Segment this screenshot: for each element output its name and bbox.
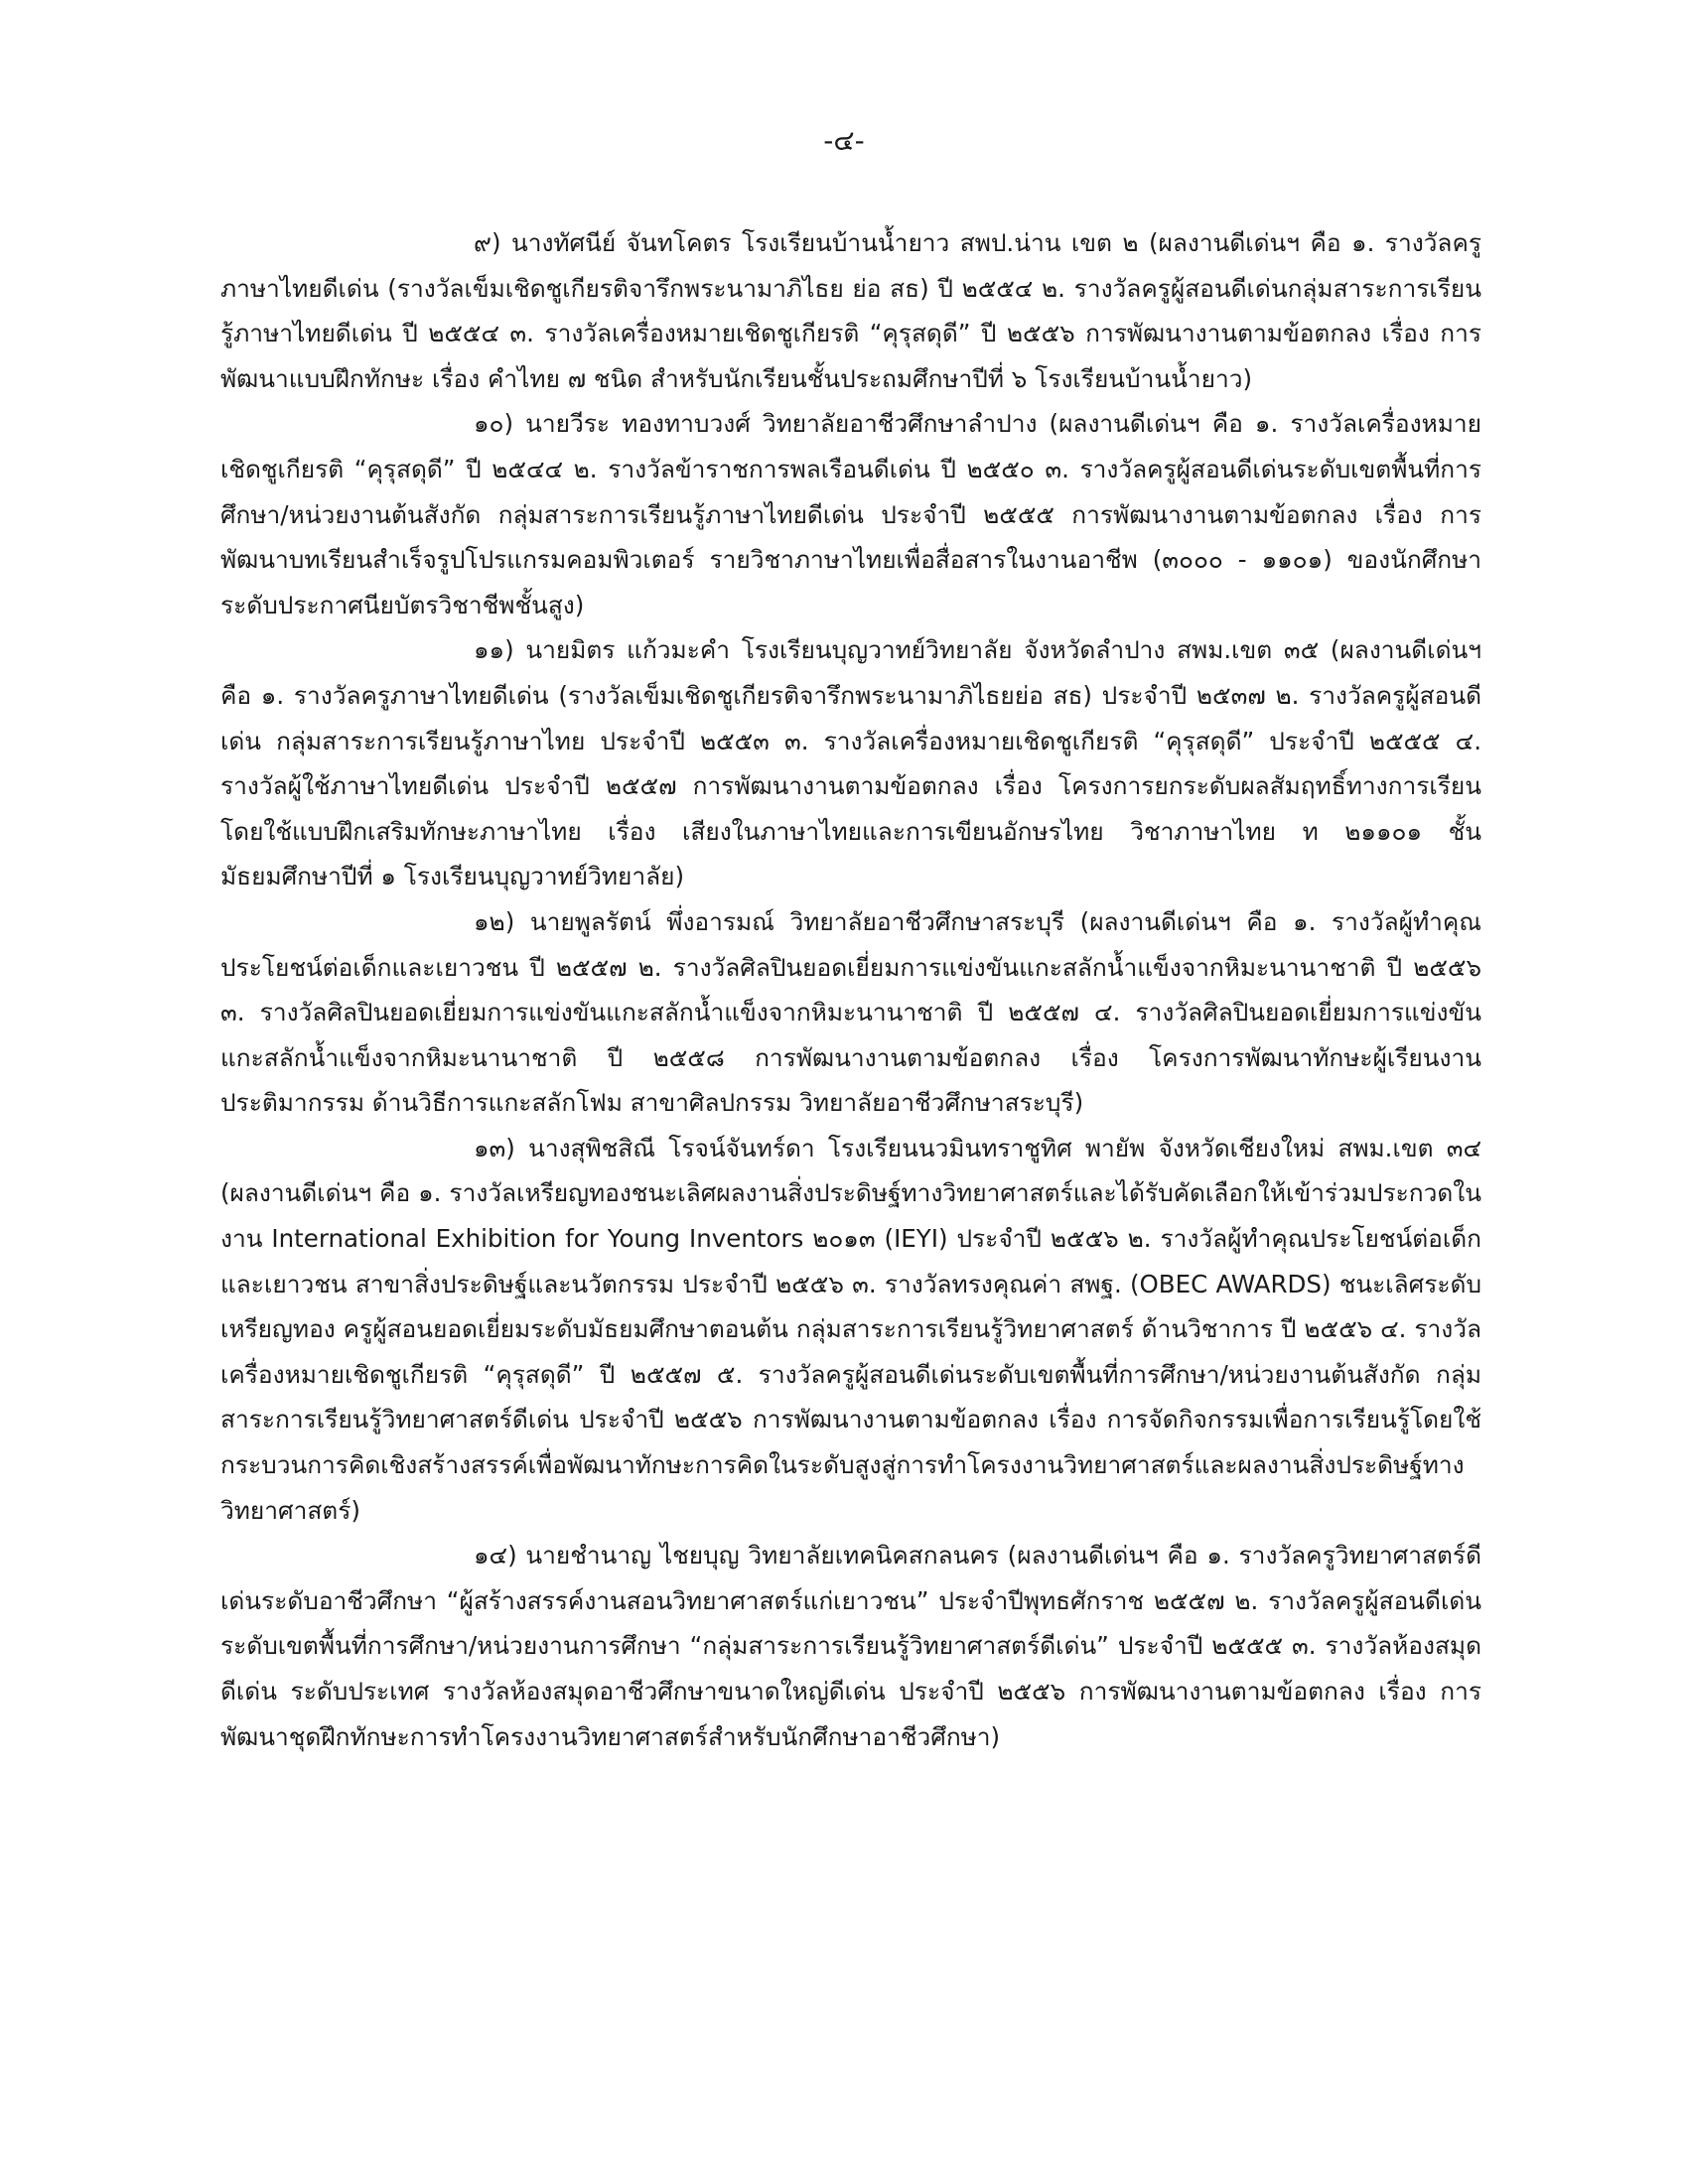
- list-item: ๑๓) นางสุพิชสิณี โรจน์จันทร์ดา โรงเรียนนวมินทราชูทิศ พายัพ จังหวัดเชียงใหม่ สพม.เขต ๓๔ (ผลงานดีเด่นฯ คือ ๑. รางวัลเหรียญทองชนะเลิศผลงานสิ่งประดิษฐ์ทางวิทยาศาสตร์และได้รับคัดเลือกให้เข้าร่วมประกวดในงาน International Exhibition for Young Inventors ๒๐๑๓ (IEYI) ประจำปี ๒๕๕๖ ๒. รางวัลผู้ทำคุณประโยชน์ต่อเด็กและเยาวชน สาขาสิ่งประดิษฐ์และนวัตกรรม ประจำปี ๒๕๕๖ ๓. รางวัลทรงคุณค่า สพฐ. (OBEC AWARDS) ชนะเลิศระดับเหรียญทอง ครูผู้สอนยอดเยี่ยมระดับมัธยมศึกษาตอนต้น กลุ่มสาระการเรียนรู้วิทยาศาสตร์ ด้านวิชาการ ปี ๒๕๕๖ ๔. รางวัลเครื่องหมายเชิดชูเกียรติ “คุรุสดุดี” ปี ๒๕๕๗ ๕. รางวัลครูผู้สอนดีเด่นระดับเขตพื้นที่การศึกษา/หน่วยงานต้นสังกัด กลุ่มสาระการเรียนรู้วิทยาศาสตร์ดีเด่น ประจำปี ๒๕๕๖ การพัฒนางานตามข้อตกลง เรื่อง การจัดกิจกรรมเพื่อการเรียนรู้โดยใช้กระบวนการคิดเชิงสร้างสรรค์เพื่อพัฒนาทักษะการคิดในระดับสูงสู่การทำโครงงานวิทยาศาสตร์และผลงานสิ่งประดิษฐ์ทางวิทยาศาสตร์): [220, 1133, 1481, 1525]
- page-number: -๔-: [823, 124, 865, 157]
- list-item: ๑๑) นายมิตร แก้วมะคำ โรงเรียนบุญวาทย์วิทยาลัย จังหวัดลำปาง สพม.เขต ๓๕ (ผลงานดีเด่นฯ คือ ๑. รางวัลครูภาษาไทยดีเด่น (รางวัลเข็มเชิดชูเกียรติจารึกพระนามาภิไธยย่อ สธ) ประจำปี ๒๕๓๗ ๒. รางวัลครูผู้สอนดีเด่น กลุ่มสาระการเรียนรู้ภาษาไทย ประจำปี ๒๕๕๓ ๓. รางวัลเครื่องหมายเชิดชูเกียรติ “คุรุสดุดี” ประจำปี ๒๕๕๕ ๔. รางวัลผู้ใช้ภาษาไทยดีเด่น ประจำปี ๒๕๕๗ การพัฒนางานตามข้อตกลง เรื่อง โครงการยกระดับผลสัมฤทธิ์ทางการเรียน โดยใช้แบบฝึกเสริมทักษะภาษาไทย เรื่อง เสียงในภาษาไทยและการเขียนอักษรไทย วิชาภาษาไทย ท ๒๑๑๐๑ ชั้นมัธยมศึกษาปีที่ ๑ โรงเรียนบุญวาทย์วิทยาลัย): [220, 635, 1481, 891]
- list-item: ๙) นางทัศนีย์ จันทโคตร โรงเรียนบ้านน้ำยาว สพป.น่าน เขต ๒ (ผลงานดีเด่นฯ คือ ๑. รางวัลครูภาษาไทยดีเด่น (รางวัลเข็มเชิดชูเกียรติจารึกพระนามาภิไธย ย่อ สธ) ปี ๒๕๕๔ ๒. รางวัลครูผู้สอนดีเด่นกลุ่มสาระการเรียนรู้ภาษาไทยดีเด่น ปี ๒๕๕๔ ๓. รางวัลเครื่องหมายเชิดชูเกียรติ “คุรุสดุดี” ปี ๒๕๕๖ การพัฒนางานตามข้อตกลง เรื่อง การพัฒนาแบบฝึกทักษะ เรื่อง คำไทย ๗ ชนิด สำหรับนักเรียนชั้นประถมศึกษาปีที่ ๖ โรงเรียนบ้านน้ำยาว): [220, 228, 1481, 393]
- list-item: ๑๒) นายพูลรัตน์ พึ่งอารมณ์ วิทยาลัยอาชีวศึกษาสระบุรี (ผลงานดีเด่นฯ คือ ๑. รางวัลผู้ทำคุณประโยชน์ต่อเด็กและเยาวชน ปี ๒๕๕๗ ๒. รางวัลศิลปินยอดเยี่ยมการแข่งขันแกะสลักน้ำแข็งจากหิมะนานาชาติ ปี ๒๕๕๖ ๓. รางวัลศิลปินยอดเยี่ยมการแข่งขันแกะสลักน้ำแข็งจากหิมะนานาชาติ ปี ๒๕๕๗ ๔. รางวัลศิลปินยอดเยี่ยมการแข่งขันแกะสลักน้ำแข็งจากหิมะนานาชาติ ปี ๒๕๕๘ การพัฒนางานตามข้อตกลง เรื่อง โครงการพัฒนาทักษะผู้เรียนงานประติมากรรม ด้านวิธีการแกะสลักโฟม สาขาศิลปกรรม วิทยาลัยอาชีวศึกษาสระบุรี): [220, 906, 1481, 1118]
- list-item: ๑๔) นายชำนาญ ไชยบุญ วิทยาลัยเทคนิคสกลนคร (ผลงานดีเด่นฯ คือ ๑. รางวัลครูวิทยาศาสตร์ดีเด่นระดับอาชีวศึกษา “ผู้สร้างสรรค์งานสอนวิทยาศาสตร์แก่เยาวชน” ประจำปีพุทธศักราช ๒๕๕๗ ๒. รางวัลครูผู้สอนดีเด่น ระดับเขตพื้นที่การศึกษา/หน่วยงานการศึกษา “กลุ่มสาระการเรียนรู้วิทยาศาสตร์ดีเด่น” ประจำปี ๒๕๕๕ ๓. รางวัลห้องสมุดดีเด่น ระดับประเทศ รางวัลห้องสมุดอาชีวศึกษาขนาดใหญ่ดีเด่น ประจำปี ๒๕๕๖ การพัฒนางานตามข้อตกลง เรื่อง การพัฒนาชุดฝึกทักษะการทำโครงงานวิทยาศาสตร์สำหรับนักศึกษาอาชีวศึกษา): [220, 1541, 1481, 1751]
- document-body: [220, 220, 1481, 1759]
- list-item: ๑๐) นายวีระ ทองทาบวงศ์ วิทยาลัยอาชีวศึกษาลำปาง (ผลงานดีเด่นฯ คือ ๑. รางวัลเครื่องหมายเชิดชูเกียรติ “คุรุสดุดี” ปี ๒๕๔๔ ๒. รางวัลข้าราชการพลเรือนดีเด่น ปี ๒๕๕๐ ๓. รางวัลครูผู้สอนดีเด่นระดับเขตพื้นที่การศึกษา/หน่วยงานต้นสังกัด กลุ่มสาระการเรียนรู้ภาษาไทยดีเด่น ประจำปี ๒๕๕๕ การพัฒนางานตามข้อตกลง เรื่อง การพัฒนาบทเรียนสำเร็จรูปโปรแกรมคอมพิวเตอร์ รายวิชาภาษาไทยเพื่อสื่อสารในงานอาชีพ (๓๐๐๐ - ๑๑๐๑) ของนักศึกษาระดับประกาศนียบัตรวิชาชีพชั้นสูง): [220, 409, 1481, 619]
